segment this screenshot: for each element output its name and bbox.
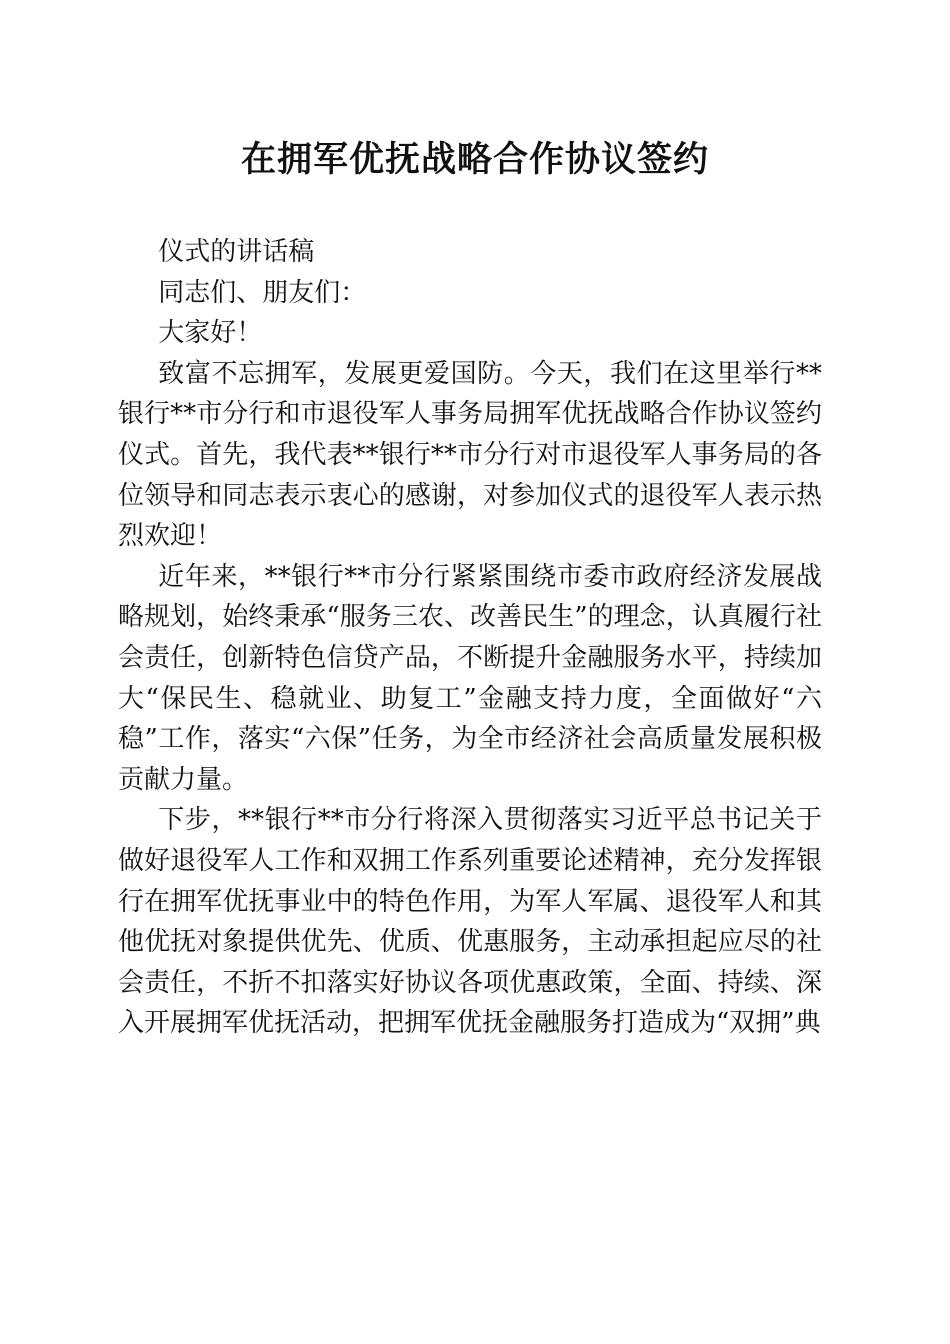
paragraph-next-steps: 下步，**银行**市分行将深入贯彻落实习近平总书记关于做好退役军人工作和双拥工作系列重要论述精神，充分发挥银行在拥军优抚事业中的特色作用，为军人军属、退役军人和其他优抚对象提供优先、优质、优惠服务，主动承担起应尽的社会责任，不折不扣落实好协议各项优惠政策，全面、持续、深入开展拥军优抚活动，把拥军优抚金融服务打造成为“双拥”典 [118, 805, 822, 1039]
paragraph-recent-years: 近年来，**银行**市分行紧紧围绕市委市政府经济发展战略规划，始终秉承“服务三农、改善民生”的理念，认真履行社会责任，创新特色信贷产品，不断提升金融服务水平，持续加大“保民生、稳就业、助复工”金融支持力度，全面做好“六稳”工作，落实“六保”任务，为全市经济社会高质量发展积极贡献力量。 [118, 561, 822, 795]
paragraph-subtitle: 仪式的讲话稿 [158, 237, 315, 267]
paragraph-greeting: 大家好！ [158, 318, 263, 349]
document-title: 在拥军优抚战略合作协议签约 [240, 139, 709, 180]
paragraph-salutation: 同志们、朋友们： [158, 277, 367, 308]
document-body [118, 232, 822, 1044]
paragraph-opening: 致富不忘拥军，发展更爱国防。今天，我们在这里举行**银行**市分行和市退役军人事务局拥军优抚战略合作协议签约仪式。首先，我代表**银行**市分行对市退役军人事务局的各位领导和同志表示衷心的感谢，对参加仪式的退役军人表示热烈欢迎！ [118, 358, 822, 552]
